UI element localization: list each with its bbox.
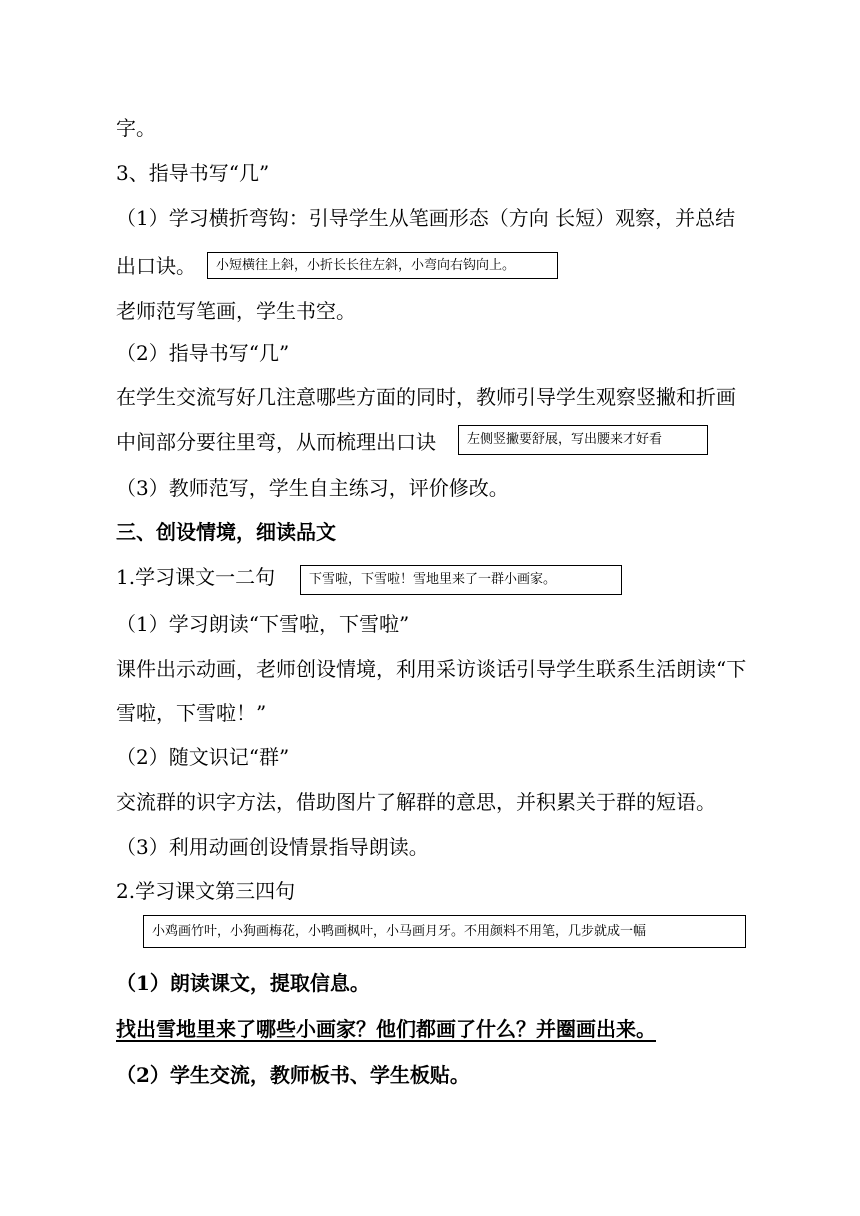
text-line: 老师范写笔画，学生书空。 [116,299,356,323]
text-line: （1）朗读课文，提取信息。 [116,971,370,995]
text-line: 1.学习课文一二句 [116,565,276,589]
mnemonic-box: 左侧竖撇要舒展，写出腰来才好看 [458,425,708,455]
quote-box: 小鸡画竹叶，小狗画梅花，小鸭画枫叶，小马画月牙。不用颜料不用笔，几步就成一幅 [143,915,746,948]
section-heading: 三、创设情境，细读品文 [116,520,336,544]
text-line: 出口诀。 [116,254,196,278]
text-line: （1）学习横折弯钩：引导学生从笔画形态（方向 长短）观察，并总结 [116,206,736,230]
text-line: （3）利用动画创设情景指导朗读。 [116,835,429,859]
text-line: 雪啦，下雪啦！” [116,701,267,725]
text-line: 课件出示动画，老师创设情境，利用采访谈话引导学生联系生活朗读“下 [116,657,747,681]
text-line: （1）学习朗读“下雪啦，下雪啦” [116,612,410,636]
text-line: （2）指导书写“几” [116,341,290,365]
text-line: 2.学习课文第三四句 [116,879,296,903]
text-line: 字。 [116,116,156,140]
quote-box: 下雪啦，下雪啦！雪地里来了一群小画家。 [300,565,622,595]
text-line: 3、指导书写“几” [116,161,270,185]
mnemonic-box: 小短横往上斜，小折长长往左斜，小弯向右钩向上。 [207,252,558,279]
task-line: 找出雪地里来了哪些小画家？他们都画了什么？并圈画出来。 [116,1017,656,1041]
text-line: 中间部分要往里弯，从而梳理出口诀 [116,430,436,454]
text-line: （2）随文识记“群” [116,745,290,769]
text-line: 交流群的识字方法，借助图片了解群的意思，并积累关于群的短语。 [116,790,716,814]
text-line: 在学生交流写好几注意哪些方面的同时，教师引导学生观察竖撇和折画 [116,385,736,409]
text-line: （3）教师范写，学生自主练习，评价修改。 [116,476,509,500]
text-line: （2）学生交流，教师板书、学生板贴。 [116,1063,470,1087]
